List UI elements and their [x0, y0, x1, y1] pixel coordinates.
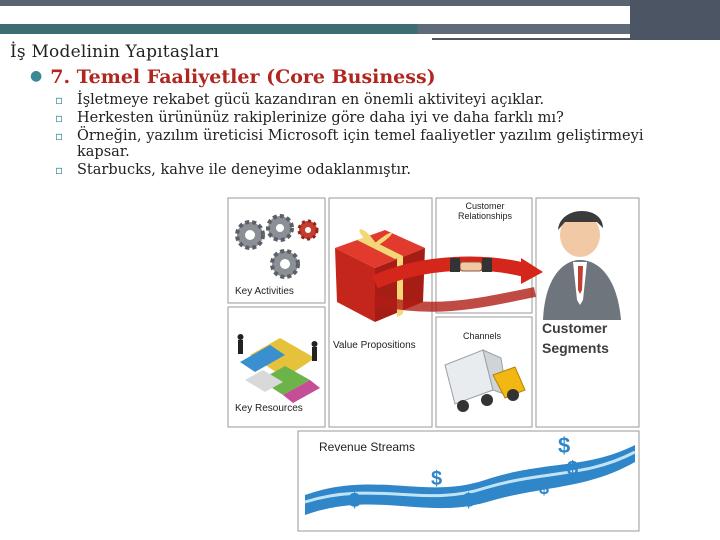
value-propositions-label: Value Propositions	[333, 340, 416, 351]
dollar-icon: $	[463, 490, 475, 512]
channels-label: Channels	[463, 331, 502, 341]
dollar-icon: $	[558, 433, 571, 458]
bullet-dot-icon: ●	[30, 68, 43, 84]
dollar-icon: $	[539, 478, 550, 498]
key-activities-label: Key Activities	[235, 286, 294, 297]
slide-title: İş Modelinin Yapıtaşları	[10, 42, 220, 62]
main-bullet	[30, 66, 436, 88]
customer-segments-label: Customer Segments	[542, 320, 609, 356]
sub-bullet: ▫ İşletmeye rekabet gücü kazandıran en önemli aktiviteyi açıklar.	[55, 92, 545, 108]
header-corner-block	[630, 0, 720, 40]
business-model-diagram	[225, 190, 650, 535]
square-bullet-icon: ▫	[55, 93, 64, 107]
square-bullet-icon: ▫	[55, 111, 64, 125]
key-resources-label: Key Resources	[235, 403, 303, 414]
sub-bullet-list	[55, 92, 655, 180]
header-divider-line	[432, 38, 720, 40]
dollar-icon: $	[349, 490, 361, 512]
customer-relationships-label: Customer Relationships	[457, 201, 513, 221]
sub-bullet: ▫ Herkesten ürününüz rakiplerinize göre daha iyi ve daha farklı mı?	[55, 110, 564, 126]
header-color-band	[0, 24, 720, 34]
main-bullet-text: 7. Temel Faaliyetler (Core Business)	[50, 66, 436, 88]
dollar-icon: $	[431, 468, 443, 490]
sub-bullet: ▫ Starbucks, kahve ile deneyime odaklanmıştır.	[55, 162, 411, 178]
revenue-streams-label: Revenue Streams	[319, 440, 416, 454]
square-bullet-icon: ▫	[55, 163, 64, 177]
dollar-icon: $	[567, 458, 579, 480]
header-top-band	[0, 0, 720, 6]
square-bullet-icon: ▫	[55, 129, 64, 143]
sub-bullet: ▫ Örneğin, yazılım üreticisi Microsoft için temel faaliyetler yazılım geliştirmeyi kapsar.	[55, 128, 644, 160]
